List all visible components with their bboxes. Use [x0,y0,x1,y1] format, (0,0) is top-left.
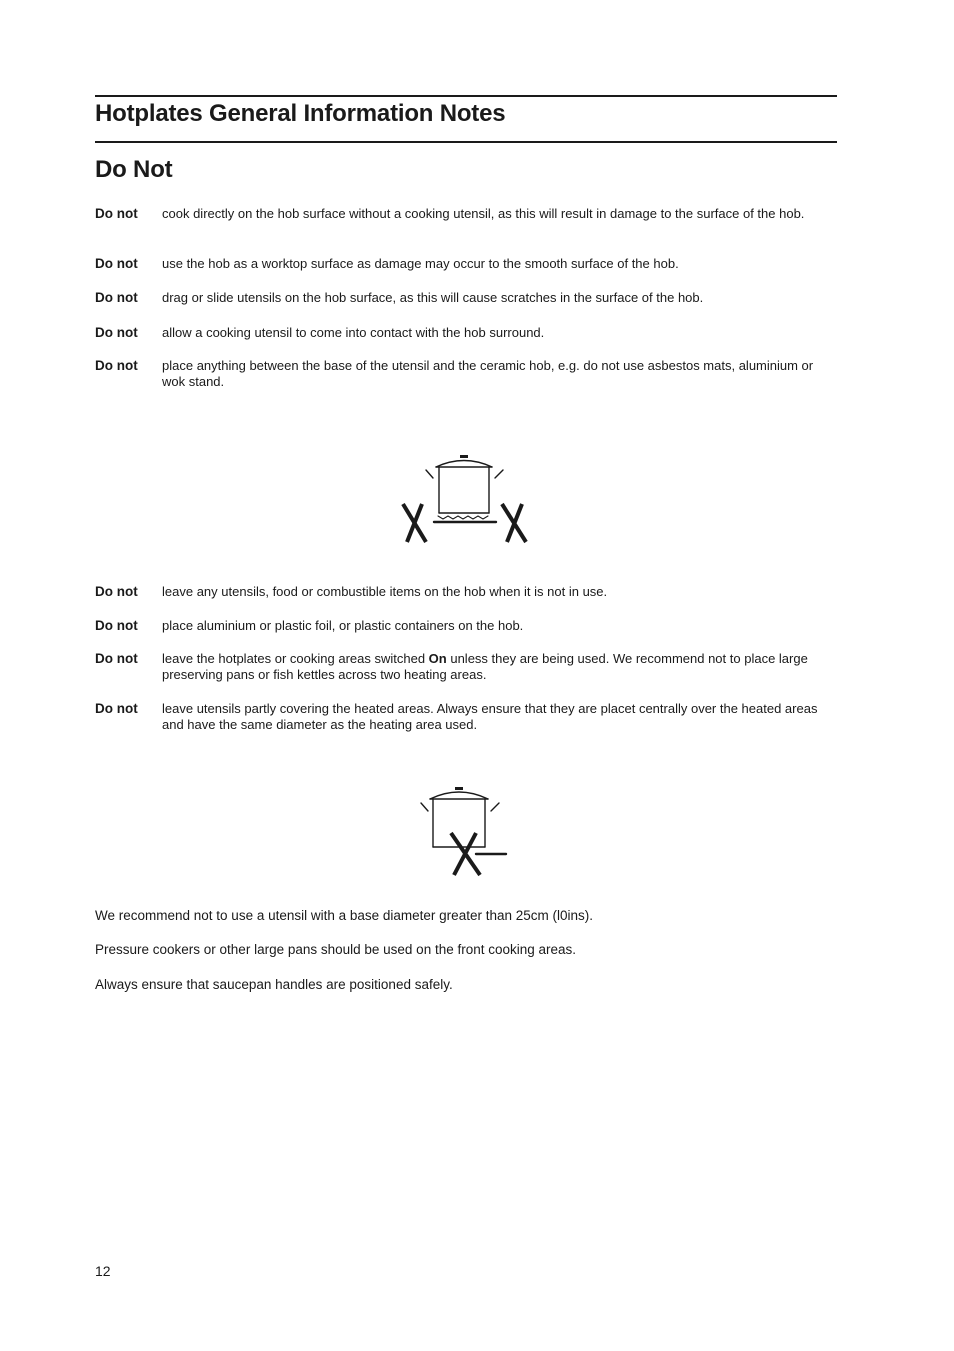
do-not-label: Do not [95,584,138,599]
note-paragraph: We recommend not to use a utensil with a base diameter greater than 25cm (l0ins). [95,908,593,923]
pan-on-stand-crossed-icon [398,452,534,548]
list-item [95,206,837,222]
instruction-text: use the hob as a worktop surface as damage may occur to the smooth surface of the hob. [162,256,679,271]
do-not-label: Do not [95,256,138,271]
list-item [95,651,837,683]
title-underline [95,141,837,143]
do-not-label: Do not [95,206,138,221]
do-not-label: Do not [95,651,138,666]
on-keyword: On [428,651,447,666]
do-not-label: Do not [95,618,138,633]
page-number: 12 [95,1263,111,1279]
do-not-label: Do not [95,358,138,373]
list-item [95,701,837,733]
instruction-text-end: unless they are being used. We recommend not to place large preserving pans or fish kettles across two heating areas. [162,651,808,682]
list-item [95,290,837,306]
instruction-text [162,651,837,683]
note-paragraph: Always ensure that saucepan handles are positioned safely. [95,977,453,992]
instruction-text-start: leave the hotplates or cooking areas switched [162,651,429,666]
instruction-text: cook directly on the hob surface without a cooking utensil, as this will result in damage to the surface of the hob. [162,206,805,221]
instruction-text: place anything between the base of the utensil and the ceramic hob, e.g. do not use asbestos mats, aluminium or wok stand. [162,358,814,389]
do-not-label: Do not [95,325,138,340]
list-item [95,618,837,634]
section-heading: Do Not [95,156,173,183]
instruction-text: drag or slide utensils on the hob surface, as this will cause scratches in the surface of the hob. [162,290,704,305]
top-rule [95,95,837,97]
note-paragraph: Pressure cookers or other large pans should be used on the front cooking areas. [95,942,577,957]
instruction-text: place aluminium or plastic foil, or plastic containers on the hob. [162,618,524,633]
do-not-label: Do not [95,290,138,305]
instruction-text: leave any utensils, food or combustible items on the hob when it is not in use. [162,584,608,599]
list-item [95,358,837,390]
do-not-label: Do not [95,701,138,716]
list-item [95,584,837,600]
list-item [95,325,837,341]
list-item [95,256,837,272]
pan-off-center-crossed-icon [418,783,510,879]
page-title: Hotplates General Information Notes [95,100,506,127]
instruction-text: leave utensils partly covering the heated areas. Always ensure that they are placet centrally over the heated areas and have the same diameter as the heating area used. [162,701,818,732]
instruction-text: allow a cooking utensil to come into contact with the hob surround. [162,325,545,340]
